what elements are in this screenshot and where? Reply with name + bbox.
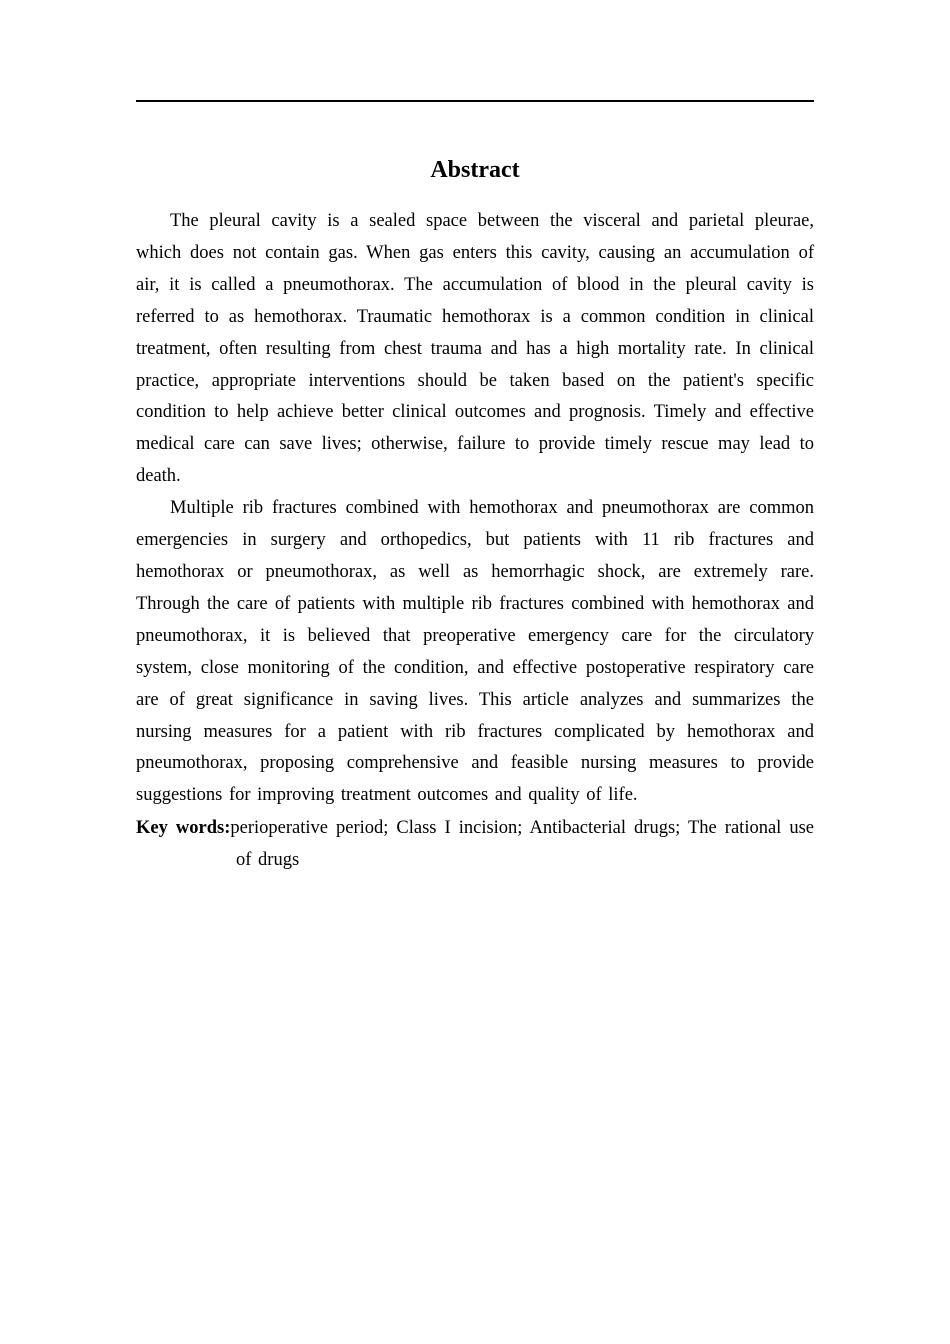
header-rule [136, 100, 814, 102]
abstract-paragraph-2: Multiple rib fractures combined with hemothorax and pneumothorax are common emergencies in surgery and orthopedics, but patients with 11 rib fractures and hemothorax or pneumothorax, as well as hemorrhagic shock, are extremely rare. Through the care of patients with multiple rib fractures combined with hemothorax and pneumothorax, it is believed that preoperative emergency care for the circulatory system, close monitoring of the condition, and effective postoperative respiratory care are of great significance in saving lives. This article analyzes and summarizes the nursing measures for a patient with rib fractures complicated by hemothorax and pneumothorax, proposing comprehensive and feasible nursing measures to provide suggestions for improving treatment outcomes and quality of life. [136, 498, 814, 806]
abstract-heading: Abstract [430, 157, 520, 183]
keywords-values: perioperative period; Class I incision; Antibacterial drugs; The rational use of drugs [230, 818, 814, 871]
page-content [136, 150, 814, 876]
keywords-label: Key words: [136, 818, 231, 839]
abstract-body [136, 206, 814, 812]
abstract-paragraph-1: The pleural cavity is a sealed space between the visceral and parietal pleurae, which does not contain gas. When gas enters this cavity, causing an accumulation of air, it is called a pneumothorax. The accumulation of blood in the pleural cavity is referred to as hemothorax. Traumatic hemothorax is a common condition in clinical treatment, often resulting from chest trauma and has a high mortality rate. In clinical practice, appropriate interventions should be taken based on the patient's specific condition to help achieve better clinical outcomes and prognosis. Timely and effective medical care can save lives; otherwise, failure to provide timely rescue may lead to death. [136, 211, 814, 487]
keywords-block [136, 812, 814, 876]
